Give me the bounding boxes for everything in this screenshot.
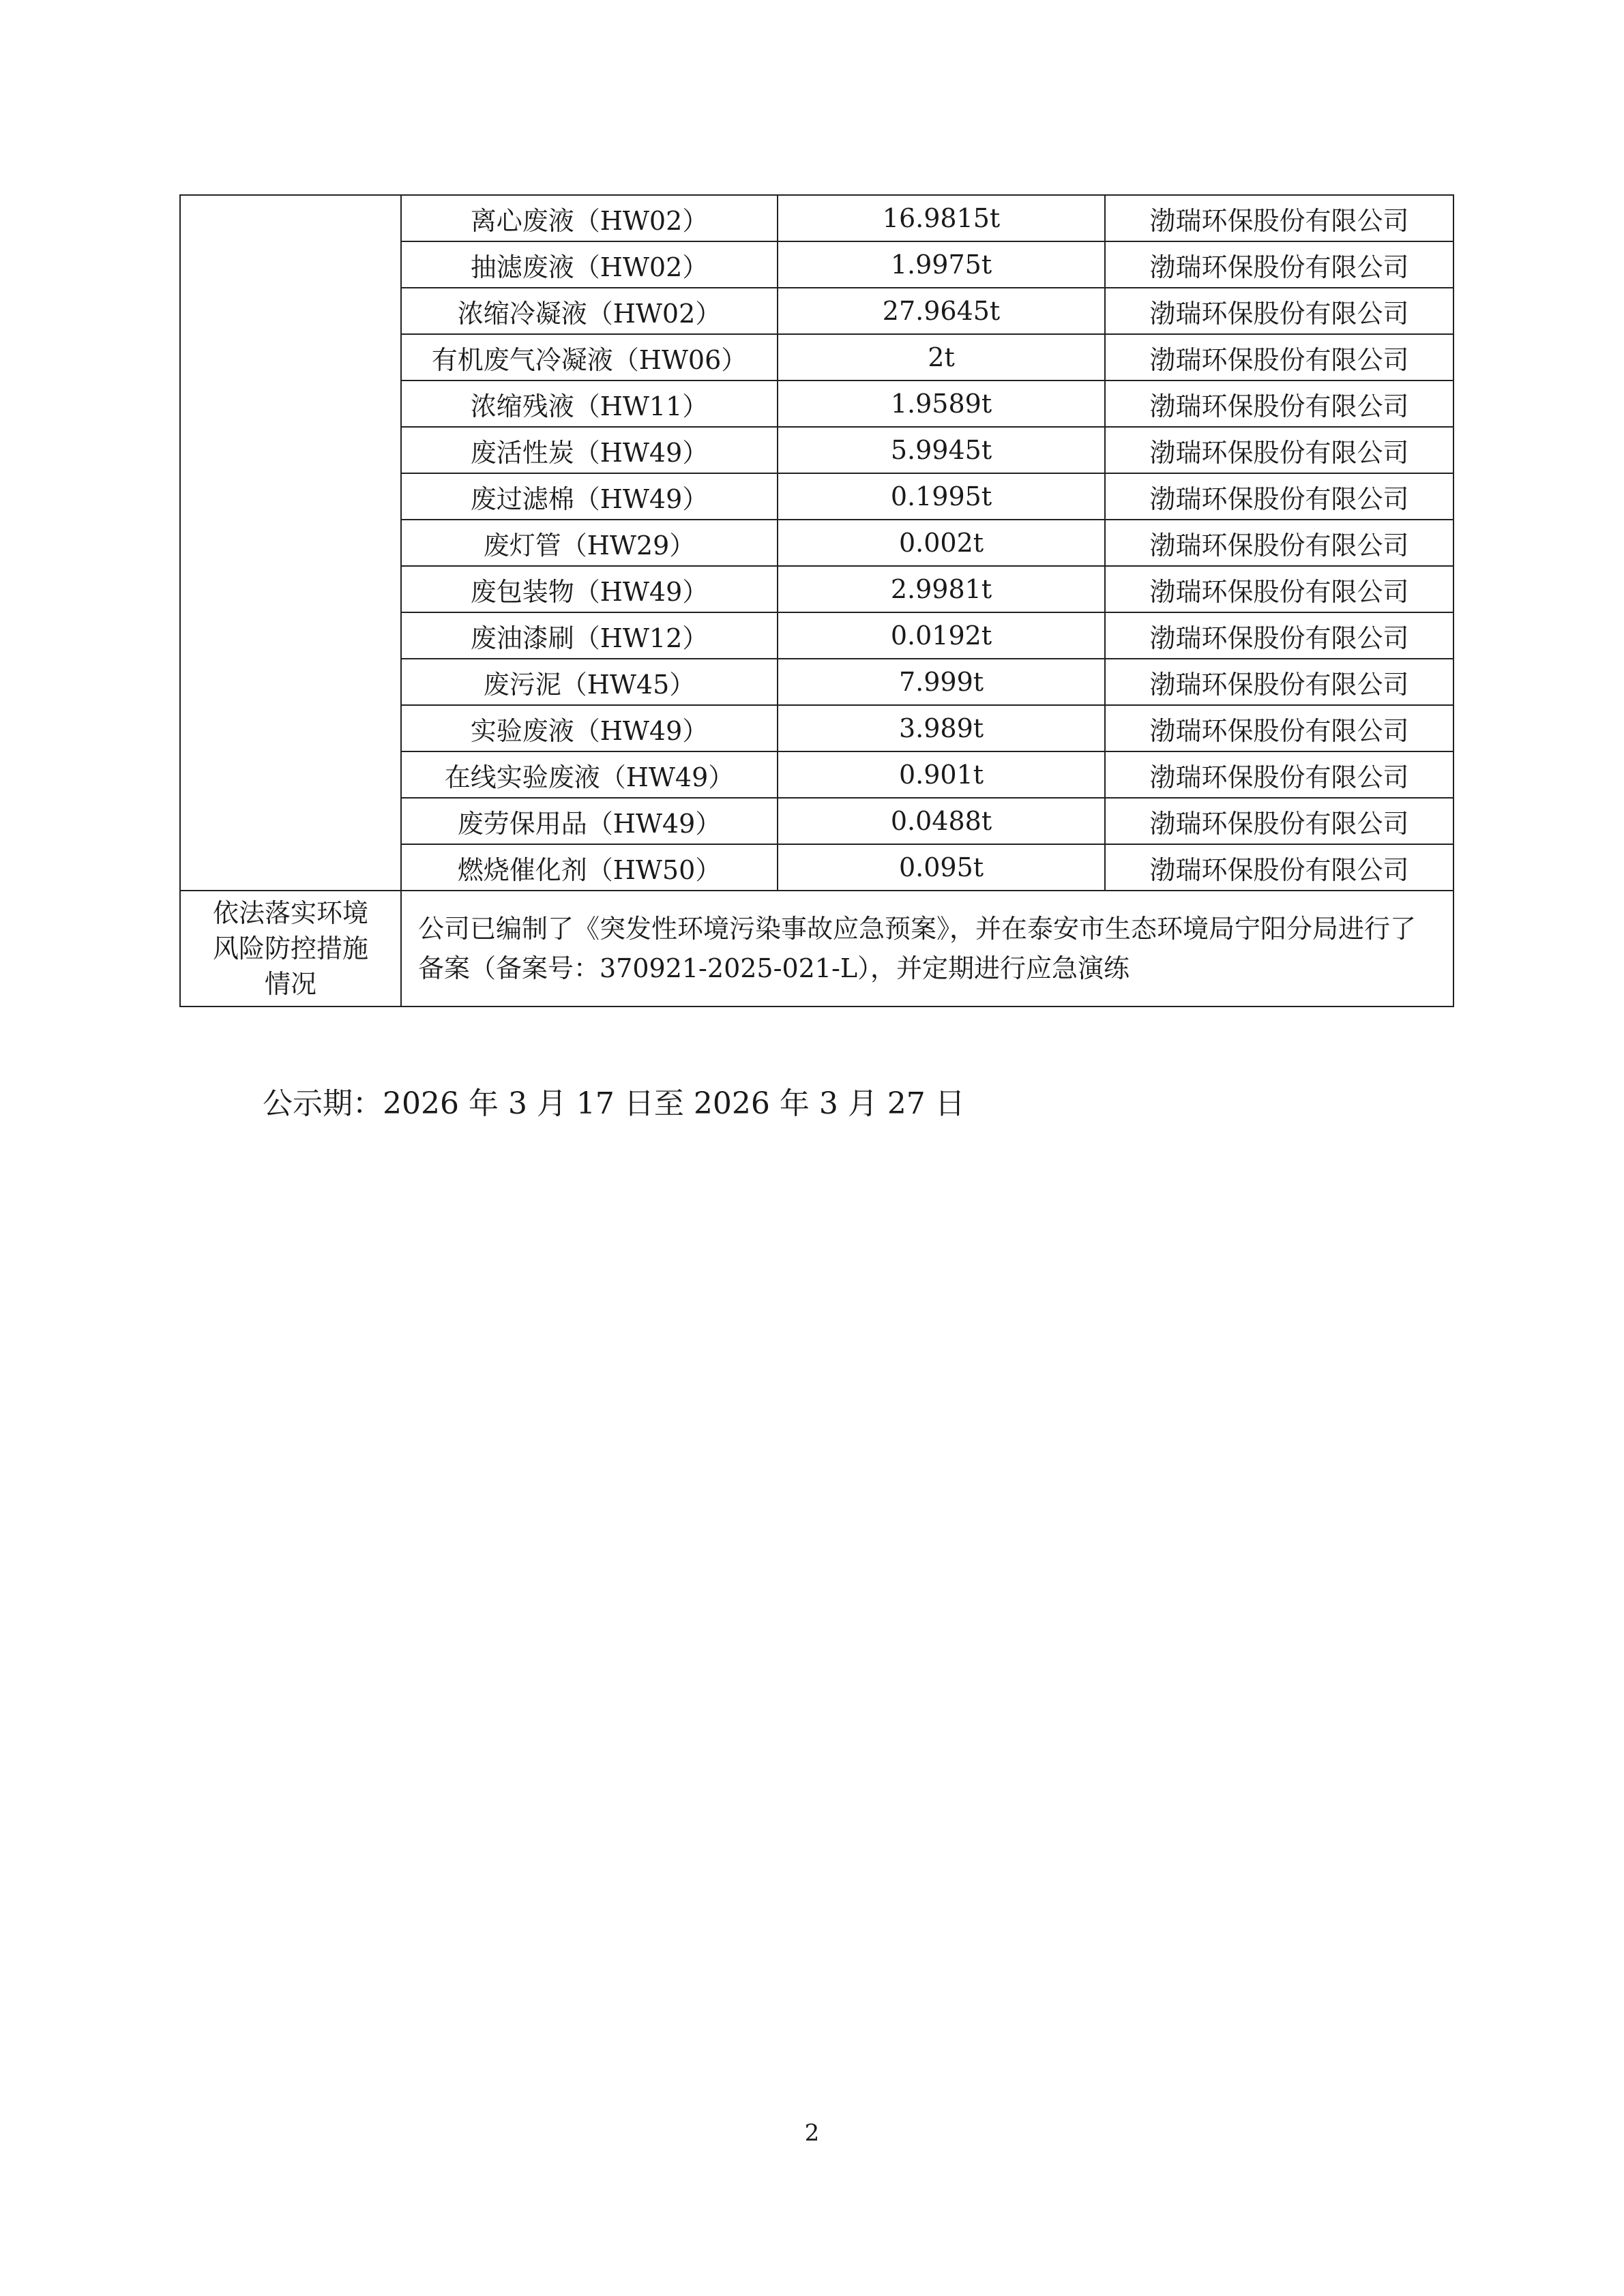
risk-control-row bbox=[180, 891, 1453, 1007]
waste-amount-cell: 0.0488t bbox=[778, 798, 1105, 844]
waste-name-cell: 实验废液（HW49） bbox=[401, 705, 778, 751]
disposer-cell: 渤瑞环保股份有限公司 bbox=[1105, 427, 1453, 473]
waste-name-cell: 废污泥（HW45） bbox=[401, 659, 778, 705]
waste-amount-cell: 0.0192t bbox=[778, 612, 1105, 659]
waste-amount-cell: 7.999t bbox=[778, 659, 1105, 705]
disposer-cell: 渤瑞环保股份有限公司 bbox=[1105, 751, 1453, 798]
waste-amount-cell: 1.9589t bbox=[778, 381, 1105, 427]
disposer-cell: 渤瑞环保股份有限公司 bbox=[1105, 473, 1453, 520]
category-cell bbox=[180, 195, 401, 891]
risk-control-label-line: 依法落实环境 bbox=[212, 898, 368, 928]
waste-amount-cell: 2.9981t bbox=[778, 566, 1105, 612]
risk-control-label-line: 情况 bbox=[264, 969, 316, 999]
waste-amount-cell: 0.095t bbox=[778, 844, 1105, 891]
risk-control-label bbox=[180, 891, 401, 1007]
waste-amount-cell: 3.989t bbox=[778, 705, 1105, 751]
disposer-cell: 渤瑞环保股份有限公司 bbox=[1105, 334, 1453, 381]
waste-amount-cell: 5.9945t bbox=[778, 427, 1105, 473]
waste-name-cell: 废过滤棉（HW49） bbox=[401, 473, 778, 520]
risk-control-label-line: 风险防控措施 bbox=[212, 934, 368, 964]
disposer-cell: 渤瑞环保股份有限公司 bbox=[1105, 566, 1453, 612]
disposer-cell: 渤瑞环保股份有限公司 bbox=[1105, 520, 1453, 566]
waste-amount-cell: 27.9645t bbox=[778, 288, 1105, 334]
waste-name-cell: 有机废气冷凝液（HW06） bbox=[401, 334, 778, 381]
waste-name-cell: 废灯管（HW29） bbox=[401, 520, 778, 566]
waste-amount-cell: 2t bbox=[778, 334, 1105, 381]
waste-name-cell: 废活性炭（HW49） bbox=[401, 427, 778, 473]
disposer-cell: 渤瑞环保股份有限公司 bbox=[1105, 195, 1453, 241]
disposer-cell: 渤瑞环保股份有限公司 bbox=[1105, 241, 1453, 288]
waste-amount-cell: 0.002t bbox=[778, 520, 1105, 566]
disposer-cell: 渤瑞环保股份有限公司 bbox=[1105, 381, 1453, 427]
waste-amount-cell: 0.901t bbox=[778, 751, 1105, 798]
waste-name-cell: 离心废液（HW02） bbox=[401, 195, 778, 241]
waste-name-cell: 废油漆刷（HW12） bbox=[401, 612, 778, 659]
waste-name-cell: 废劳保用品（HW49） bbox=[401, 798, 778, 844]
disposer-cell: 渤瑞环保股份有限公司 bbox=[1105, 612, 1453, 659]
waste-name-cell: 废包装物（HW49） bbox=[401, 566, 778, 612]
waste-name-cell: 在线实验废液（HW49） bbox=[401, 751, 778, 798]
waste-name-cell: 抽滤废液（HW02） bbox=[401, 241, 778, 288]
waste-name-cell: 燃烧催化剂（HW50） bbox=[401, 844, 778, 891]
disposer-cell: 渤瑞环保股份有限公司 bbox=[1105, 288, 1453, 334]
disposer-cell: 渤瑞环保股份有限公司 bbox=[1105, 705, 1453, 751]
waste-name-cell: 浓缩残液（HW11） bbox=[401, 381, 778, 427]
page-number: 2 bbox=[804, 2119, 820, 2147]
disposer-cell: 渤瑞环保股份有限公司 bbox=[1105, 844, 1453, 891]
disposer-cell: 渤瑞环保股份有限公司 bbox=[1105, 798, 1453, 844]
waste-amount-cell: 16.9815t bbox=[778, 195, 1105, 241]
table-row bbox=[180, 195, 1453, 241]
risk-control-content: 公司已编制了《突发性环境污染事故应急预案》，并在泰安市生态环境局宁阳分局进行了备案（备案号：370921-2025-021-L），并定期进行应急演练 bbox=[401, 891, 1453, 1007]
waste-amount-cell: 0.1995t bbox=[778, 473, 1105, 520]
publicity-period: 公示期：2026 年 3 月 17 日至 2026 年 3 月 27 日 bbox=[263, 1086, 965, 1121]
waste-amount-cell: 1.9975t bbox=[778, 241, 1105, 288]
hazardous-waste-table bbox=[179, 194, 1454, 1007]
waste-name-cell: 浓缩冷凝液（HW02） bbox=[401, 288, 778, 334]
disposer-cell: 渤瑞环保股份有限公司 bbox=[1105, 659, 1453, 705]
